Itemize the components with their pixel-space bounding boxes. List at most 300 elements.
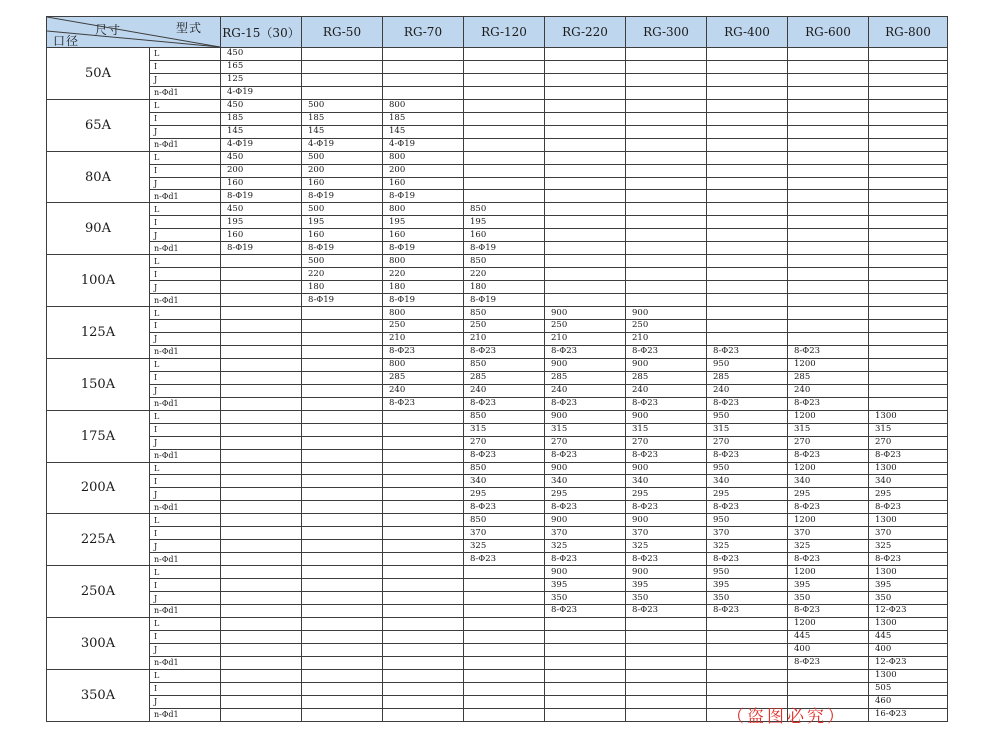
value-cell: 8-Φ19 — [383, 294, 464, 307]
value-cell — [545, 294, 626, 307]
value-cell — [545, 695, 626, 708]
value-cell: 340 — [707, 475, 788, 488]
value-cell — [302, 436, 383, 449]
value-cell: 950 — [707, 462, 788, 475]
value-cell: 8-Φ19 — [383, 190, 464, 203]
value-cell — [221, 320, 302, 333]
value-cell: 900 — [545, 462, 626, 475]
value-cell: 8-Φ23 — [707, 553, 788, 566]
value-cell — [221, 488, 302, 501]
value-cell: 800 — [383, 255, 464, 268]
value-cell: 220 — [302, 268, 383, 281]
value-cell — [221, 656, 302, 669]
value-cell: 1200 — [788, 514, 869, 527]
value-cell: 285 — [626, 371, 707, 384]
value-cell — [383, 604, 464, 617]
value-cell — [383, 540, 464, 553]
value-cell — [383, 501, 464, 514]
value-cell: 145 — [221, 125, 302, 138]
value-cell — [464, 125, 545, 138]
dimension-label-cell: L — [150, 617, 221, 630]
value-cell — [302, 592, 383, 605]
value-cell — [383, 669, 464, 682]
value-cell: 8-Φ19 — [302, 242, 383, 255]
value-cell — [302, 358, 383, 371]
value-cell: 8-Φ23 — [383, 345, 464, 358]
value-cell — [707, 125, 788, 138]
value-cell — [221, 514, 302, 527]
corner-label-bore: 口径 — [53, 34, 80, 48]
value-cell: 8-Φ23 — [626, 397, 707, 410]
value-cell — [788, 281, 869, 294]
dimension-label-cell: I — [150, 320, 221, 333]
value-cell: 900 — [545, 514, 626, 527]
bore-size-cell: 90A — [47, 203, 150, 255]
value-cell — [464, 86, 545, 99]
bore-size-cell: 225A — [47, 514, 150, 566]
value-cell — [302, 73, 383, 86]
value-cell — [221, 371, 302, 384]
value-cell — [545, 281, 626, 294]
value-cell — [383, 579, 464, 592]
value-cell: 8-Φ23 — [464, 449, 545, 462]
value-cell: 400 — [869, 643, 948, 656]
table-row — [47, 643, 948, 656]
table-row — [47, 345, 948, 358]
table-row — [47, 242, 948, 255]
value-cell: 125 — [221, 73, 302, 86]
dimension-label-cell: n-Φd1 — [150, 501, 221, 514]
value-cell — [302, 604, 383, 617]
value-cell: 4-Φ19 — [221, 86, 302, 99]
value-cell: 395 — [788, 579, 869, 592]
value-cell: 8-Φ23 — [626, 501, 707, 514]
table-row — [47, 397, 948, 410]
value-cell: 4-Φ19 — [383, 138, 464, 151]
value-cell: 8-Φ23 — [464, 501, 545, 514]
value-cell — [221, 462, 302, 475]
value-cell: 1200 — [788, 410, 869, 423]
dimension-label-cell: J — [150, 73, 221, 86]
value-cell — [869, 268, 948, 281]
value-cell — [464, 643, 545, 656]
value-cell — [302, 643, 383, 656]
model-header: RG-120 — [464, 17, 545, 48]
value-cell: 950 — [707, 358, 788, 371]
value-cell: 8-Φ23 — [626, 604, 707, 617]
value-cell — [464, 669, 545, 682]
value-cell: 1300 — [869, 566, 948, 579]
value-cell — [383, 682, 464, 695]
value-cell — [383, 423, 464, 436]
dimension-label-cell: J — [150, 592, 221, 605]
value-cell: 8-Φ23 — [707, 604, 788, 617]
value-cell: 160 — [302, 177, 383, 190]
value-cell — [788, 332, 869, 345]
value-cell: 450 — [221, 203, 302, 216]
value-cell: 505 — [869, 682, 948, 695]
dimension-label-cell: n-Φd1 — [150, 604, 221, 617]
value-cell — [221, 592, 302, 605]
value-cell: 500 — [302, 203, 383, 216]
value-cell — [302, 462, 383, 475]
value-cell — [707, 190, 788, 203]
table-row — [47, 656, 948, 669]
value-cell — [383, 488, 464, 501]
value-cell: 250 — [545, 320, 626, 333]
value-cell — [302, 410, 383, 423]
table-row — [47, 190, 948, 203]
value-cell: 340 — [626, 475, 707, 488]
value-cell — [626, 138, 707, 151]
value-cell — [383, 462, 464, 475]
value-cell: 900 — [545, 358, 626, 371]
value-cell: 160 — [302, 229, 383, 242]
value-cell: 8-Φ23 — [788, 656, 869, 669]
value-cell — [545, 138, 626, 151]
value-cell: 8-Φ23 — [626, 553, 707, 566]
table-row — [47, 268, 948, 281]
table-row — [47, 514, 948, 527]
value-cell — [464, 73, 545, 86]
table-row — [47, 630, 948, 643]
value-cell — [221, 682, 302, 695]
value-cell: 8-Φ23 — [788, 501, 869, 514]
value-cell: 285 — [383, 371, 464, 384]
value-cell: 8-Φ23 — [383, 397, 464, 410]
value-cell — [545, 60, 626, 73]
value-cell — [302, 384, 383, 397]
value-cell: 8-Φ23 — [788, 345, 869, 358]
value-cell — [869, 229, 948, 242]
value-cell — [869, 125, 948, 138]
dimension-label-cell: n-Φd1 — [150, 397, 221, 410]
value-cell — [707, 112, 788, 125]
value-cell: 800 — [383, 358, 464, 371]
value-cell: 210 — [383, 332, 464, 345]
value-cell — [302, 553, 383, 566]
value-cell — [626, 682, 707, 695]
value-cell: 195 — [221, 216, 302, 229]
value-cell: 270 — [464, 436, 545, 449]
table-row — [47, 255, 948, 268]
table-row — [47, 579, 948, 592]
dimension-label-cell: I — [150, 216, 221, 229]
value-cell — [788, 48, 869, 61]
value-cell — [383, 436, 464, 449]
value-cell — [464, 579, 545, 592]
dimension-label-cell: n-Φd1 — [150, 294, 221, 307]
value-cell: 350 — [545, 592, 626, 605]
value-cell — [869, 177, 948, 190]
dimension-label-cell: I — [150, 164, 221, 177]
table-row — [47, 462, 948, 475]
value-cell: 8-Φ23 — [869, 553, 948, 566]
value-cell — [221, 617, 302, 630]
bore-size-cell: 300A — [47, 617, 150, 669]
table-row — [47, 540, 948, 553]
value-cell — [464, 604, 545, 617]
value-cell: 200 — [221, 164, 302, 177]
value-cell — [221, 475, 302, 488]
value-cell: 450 — [221, 48, 302, 61]
value-cell — [707, 229, 788, 242]
value-cell: 350 — [869, 592, 948, 605]
value-cell — [221, 708, 302, 721]
value-cell — [545, 669, 626, 682]
value-cell — [545, 112, 626, 125]
value-cell — [869, 203, 948, 216]
value-cell: 240 — [707, 384, 788, 397]
value-cell: 180 — [302, 281, 383, 294]
value-cell: 180 — [464, 281, 545, 294]
value-cell: 900 — [626, 410, 707, 423]
value-cell: 1300 — [869, 514, 948, 527]
value-cell: 1200 — [788, 617, 869, 630]
value-cell — [788, 164, 869, 177]
model-header: RG-220 — [545, 17, 626, 48]
value-cell: 800 — [383, 203, 464, 216]
value-cell — [545, 268, 626, 281]
value-cell — [302, 682, 383, 695]
value-cell: 8-Φ23 — [788, 553, 869, 566]
dimension-label-cell: L — [150, 410, 221, 423]
value-cell — [302, 566, 383, 579]
value-cell — [626, 216, 707, 229]
value-cell — [221, 384, 302, 397]
value-cell: 370 — [626, 527, 707, 540]
value-cell — [626, 281, 707, 294]
value-cell — [626, 151, 707, 164]
table-row — [47, 553, 948, 566]
value-cell — [869, 164, 948, 177]
value-cell — [464, 708, 545, 721]
value-cell — [464, 617, 545, 630]
table-row — [47, 501, 948, 514]
value-cell: 8-Φ23 — [464, 553, 545, 566]
value-cell — [302, 48, 383, 61]
value-cell — [626, 708, 707, 721]
value-cell — [626, 164, 707, 177]
value-cell — [788, 320, 869, 333]
table-row — [47, 488, 948, 501]
value-cell: 295 — [464, 488, 545, 501]
dimension-label-cell: L — [150, 99, 221, 112]
value-cell — [383, 449, 464, 462]
value-cell: 900 — [545, 566, 626, 579]
value-cell — [626, 643, 707, 656]
value-cell: 800 — [383, 307, 464, 320]
value-cell: 8-Φ23 — [545, 449, 626, 462]
table-row — [47, 423, 948, 436]
table-row — [47, 138, 948, 151]
value-cell: 315 — [788, 423, 869, 436]
value-cell: 160 — [383, 229, 464, 242]
model-header: RG-800 — [869, 17, 948, 48]
value-cell — [707, 242, 788, 255]
table-row — [47, 125, 948, 138]
dimension-label-cell: L — [150, 566, 221, 579]
value-cell — [302, 423, 383, 436]
value-cell: 850 — [464, 358, 545, 371]
value-cell — [302, 695, 383, 708]
value-cell — [869, 294, 948, 307]
value-cell — [302, 488, 383, 501]
value-cell — [221, 307, 302, 320]
value-cell — [383, 553, 464, 566]
value-cell — [788, 190, 869, 203]
value-cell — [302, 475, 383, 488]
value-cell: 8-Φ19 — [302, 190, 383, 203]
value-cell: 350 — [707, 592, 788, 605]
value-cell: 1300 — [869, 669, 948, 682]
value-cell: 8-Φ23 — [707, 397, 788, 410]
value-cell — [221, 566, 302, 579]
value-cell: 160 — [383, 177, 464, 190]
table-row — [47, 371, 948, 384]
value-cell — [464, 682, 545, 695]
value-cell — [383, 592, 464, 605]
value-cell: 195 — [383, 216, 464, 229]
table-row — [47, 60, 948, 73]
table-row — [47, 475, 948, 488]
value-cell — [869, 307, 948, 320]
value-cell — [221, 281, 302, 294]
value-cell — [626, 229, 707, 242]
value-cell: 500 — [302, 99, 383, 112]
table-row — [47, 320, 948, 333]
dimension-label-cell: L — [150, 669, 221, 682]
value-cell: 950 — [707, 514, 788, 527]
value-cell: 315 — [464, 423, 545, 436]
value-cell: 370 — [869, 527, 948, 540]
dimension-label-cell: L — [150, 255, 221, 268]
value-cell: 270 — [869, 436, 948, 449]
table-row — [47, 73, 948, 86]
value-cell — [221, 345, 302, 358]
value-cell — [788, 268, 869, 281]
corner-label-size: 尺寸 — [95, 23, 122, 37]
value-cell — [626, 86, 707, 99]
table-row — [47, 307, 948, 320]
value-cell — [788, 255, 869, 268]
table-row — [47, 617, 948, 630]
value-cell — [707, 164, 788, 177]
value-cell — [545, 73, 626, 86]
dimension-label-cell: J — [150, 643, 221, 656]
value-cell — [383, 617, 464, 630]
value-cell — [302, 514, 383, 527]
value-cell — [302, 669, 383, 682]
value-cell — [869, 216, 948, 229]
dimension-label-cell: L — [150, 203, 221, 216]
value-cell — [545, 242, 626, 255]
table-row — [47, 99, 948, 112]
value-cell: 370 — [545, 527, 626, 540]
dimension-label-cell: J — [150, 281, 221, 294]
value-cell — [302, 501, 383, 514]
value-cell — [302, 86, 383, 99]
value-cell — [221, 268, 302, 281]
value-cell: 1300 — [869, 462, 948, 475]
value-cell — [383, 410, 464, 423]
value-cell: 240 — [464, 384, 545, 397]
value-cell: 950 — [707, 566, 788, 579]
value-cell — [707, 151, 788, 164]
value-cell — [383, 86, 464, 99]
value-cell — [869, 138, 948, 151]
value-cell: 340 — [869, 475, 948, 488]
value-cell — [626, 177, 707, 190]
value-cell: 285 — [464, 371, 545, 384]
value-cell — [464, 151, 545, 164]
value-cell: 220 — [383, 268, 464, 281]
value-cell — [869, 48, 948, 61]
value-cell — [869, 371, 948, 384]
value-cell: 195 — [302, 216, 383, 229]
dimension-label-cell: I — [150, 475, 221, 488]
value-cell: 315 — [869, 423, 948, 436]
value-cell: 850 — [464, 203, 545, 216]
value-cell: 900 — [626, 358, 707, 371]
value-cell — [788, 682, 869, 695]
table-row — [47, 151, 948, 164]
dimension-label-cell: L — [150, 151, 221, 164]
value-cell — [221, 604, 302, 617]
value-cell: 220 — [464, 268, 545, 281]
value-cell: 340 — [545, 475, 626, 488]
dimension-label-cell: I — [150, 268, 221, 281]
value-cell — [221, 643, 302, 656]
value-cell — [464, 60, 545, 73]
dimension-label-cell: L — [150, 462, 221, 475]
copyright-watermark: （盗图必究） — [727, 707, 847, 727]
value-cell — [545, 630, 626, 643]
value-cell: 315 — [626, 423, 707, 436]
value-cell — [869, 397, 948, 410]
value-cell — [788, 60, 869, 73]
value-cell: 4-Φ19 — [221, 138, 302, 151]
value-cell: 250 — [626, 320, 707, 333]
value-cell: 850 — [464, 514, 545, 527]
value-cell — [545, 216, 626, 229]
value-cell — [626, 99, 707, 112]
value-cell — [383, 60, 464, 73]
value-cell — [707, 332, 788, 345]
value-cell: 12-Φ23 — [869, 604, 948, 617]
value-cell: 400 — [788, 643, 869, 656]
value-cell — [302, 307, 383, 320]
value-cell — [869, 384, 948, 397]
value-cell — [626, 190, 707, 203]
value-cell — [707, 617, 788, 630]
dimension-label-cell: J — [150, 125, 221, 138]
value-cell: 8-Φ19 — [464, 242, 545, 255]
value-cell — [464, 99, 545, 112]
value-cell — [626, 48, 707, 61]
table-body — [47, 48, 948, 722]
value-cell: 460 — [869, 695, 948, 708]
value-cell — [383, 527, 464, 540]
table-row — [47, 604, 948, 617]
table-row — [47, 384, 948, 397]
value-cell — [302, 656, 383, 669]
value-cell: 8-Φ23 — [707, 501, 788, 514]
value-cell: 1200 — [788, 566, 869, 579]
dimension-label-cell: L — [150, 307, 221, 320]
value-cell — [545, 682, 626, 695]
value-cell — [464, 112, 545, 125]
